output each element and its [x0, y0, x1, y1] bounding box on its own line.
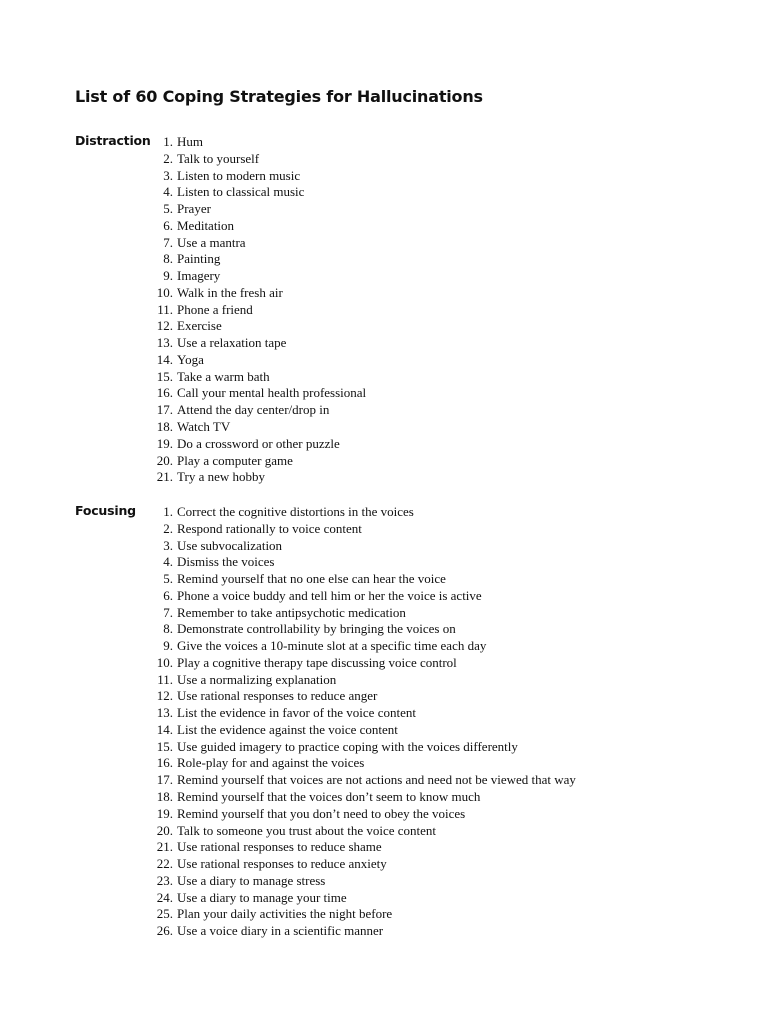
item-number: 8. [163, 621, 173, 637]
list-item [145, 151, 366, 168]
list-item [145, 856, 576, 873]
list-item [145, 739, 576, 756]
item-number: 21. [156, 839, 173, 855]
list-item [145, 419, 366, 436]
item-text: Watch TV [177, 419, 231, 435]
item-text: Hum [177, 134, 203, 149]
item-text: Imagery [177, 268, 221, 284]
item-number: 1. [163, 134, 173, 149]
item-text: Phone a friend [177, 301, 253, 317]
item-text: Plan your daily activities the night before [177, 906, 393, 922]
item-number: 5. [163, 571, 173, 587]
item-text: Correct the cognitive distortions in the voices [177, 504, 414, 519]
item-text: Exercise [177, 318, 222, 334]
list-item [145, 638, 576, 655]
item-text: Phone a voice buddy and tell him or her the voice is active [177, 587, 482, 603]
item-text: Listen to modern music [177, 167, 301, 183]
item-text: Respond rationally to voice content [177, 520, 362, 536]
list-item [145, 722, 576, 739]
item-number: 14. [156, 721, 173, 737]
list-item [145, 285, 366, 302]
item-number: 4. [163, 554, 173, 570]
list-item [145, 806, 576, 823]
list-item [145, 672, 576, 689]
item-number: 9. [163, 268, 173, 284]
item-text: List the evidence in favor of the voice content [177, 705, 416, 721]
item-text: Talk to yourself [177, 150, 260, 166]
item-number: 4. [163, 184, 173, 200]
item-number: 21. [156, 469, 173, 485]
item-text: Remind yourself that no one else can hear the voice [177, 571, 446, 587]
item-text: Call your mental health professional [177, 385, 367, 401]
item-number: 12. [156, 318, 173, 334]
item-text: Painting [177, 251, 221, 267]
item-number: 16. [156, 755, 173, 771]
list-item [145, 453, 366, 470]
item-text: Remind yourself that you don’t need to obey the voices [177, 805, 466, 821]
item-text: Use a diary to manage your time [177, 889, 347, 905]
item-text: Play a cognitive therapy tape discussing voice control [177, 654, 457, 670]
item-text: Remind yourself that voices are not actions and need not be viewed that way [177, 772, 576, 788]
list-item [145, 469, 366, 486]
item-number: 3. [163, 537, 173, 553]
item-number: 24. [156, 889, 173, 905]
list-item [145, 504, 576, 521]
list-item [145, 890, 576, 907]
list-item [145, 268, 366, 285]
list-item [145, 538, 576, 555]
item-number: 3. [163, 167, 173, 183]
item-number: 23. [156, 872, 173, 888]
page-title: List of 60 Coping Strategies for Hallucinations [75, 87, 483, 106]
list-item [145, 823, 576, 840]
item-text: Give the voices a 10-minute slot at a specific time each day [177, 638, 487, 654]
list-item [145, 789, 576, 806]
list-item [145, 184, 366, 201]
list-item [145, 923, 576, 940]
item-number: 7. [163, 604, 173, 620]
item-number: 7. [163, 234, 173, 250]
item-text: Prayer [177, 201, 211, 217]
item-text: Listen to classical music [177, 184, 305, 200]
list-item [145, 839, 576, 856]
list-item [145, 554, 576, 571]
item-text: Use rational responses to reduce anger [177, 688, 378, 704]
strategy-list [145, 504, 576, 940]
item-number: 13. [156, 335, 173, 351]
item-number: 12. [156, 688, 173, 704]
item-number: 17. [156, 772, 173, 788]
item-number: 18. [156, 419, 173, 435]
section-label: Distraction [75, 133, 151, 148]
list-item [145, 385, 366, 402]
list-item [145, 621, 576, 638]
item-text: Do a crossword or other puzzle [177, 435, 340, 451]
item-number: 8. [163, 251, 173, 267]
list-item [145, 772, 576, 789]
item-number: 5. [163, 201, 173, 217]
item-number: 1. [163, 504, 173, 519]
item-text: Take a warm bath [177, 368, 270, 384]
list-item [145, 436, 366, 453]
item-text: Use a diary to manage stress [177, 872, 326, 888]
item-text: Use a voice diary in a scientific manner [177, 923, 384, 939]
list-item [145, 655, 576, 672]
item-text: Talk to someone you trust about the voice content [177, 822, 437, 838]
list-item [145, 705, 576, 722]
item-text: Role-play for and against the voices [177, 755, 365, 771]
list-item [145, 402, 366, 419]
item-number: 19. [156, 805, 173, 821]
item-number: 13. [156, 705, 173, 721]
item-number: 20. [156, 452, 173, 468]
list-item [145, 201, 366, 218]
list-item [145, 302, 366, 319]
list-item [145, 251, 366, 268]
item-number: 11. [157, 671, 173, 687]
item-number: 26. [156, 923, 173, 939]
item-number: 10. [156, 654, 173, 670]
item-text: Play a computer game [177, 452, 293, 468]
item-number: 20. [156, 822, 173, 838]
item-number: 11. [157, 301, 173, 317]
list-item [145, 318, 366, 335]
list-item [145, 134, 366, 151]
item-number: 19. [156, 435, 173, 451]
item-text: Use rational responses to reduce anxiety [177, 856, 387, 872]
item-text: Attend the day center/drop in [177, 402, 330, 418]
list-item [145, 352, 366, 369]
list-item [145, 235, 366, 252]
list-item [145, 873, 576, 890]
list-item [145, 605, 576, 622]
item-number: 17. [156, 402, 173, 418]
item-text: Yoga [177, 351, 204, 367]
item-text: Use subvocalization [177, 537, 283, 553]
item-text: Demonstrate controllability by bringing the voices on [177, 621, 456, 637]
strategy-list [145, 134, 366, 486]
item-number: 10. [156, 284, 173, 300]
item-number: 9. [163, 638, 173, 654]
list-item [145, 755, 576, 772]
item-text: Remind yourself that the voices don’t seem to know much [177, 789, 481, 805]
item-text: Meditation [177, 217, 235, 233]
item-number: 25. [156, 906, 173, 922]
item-number: 2. [163, 520, 173, 536]
list-item [145, 588, 576, 605]
section-label: Focusing [75, 503, 136, 518]
item-text: Use a relaxation tape [177, 335, 287, 351]
list-item [145, 168, 366, 185]
list-item [145, 335, 366, 352]
list-item [145, 521, 576, 538]
item-text: Try a new hobby [177, 469, 265, 485]
item-text: Remember to take antipsychotic medication [177, 604, 406, 620]
item-text: Use a normalizing explanation [177, 671, 337, 687]
item-text: List the evidence against the voice content [177, 721, 398, 737]
list-item [145, 218, 366, 235]
item-text: Use rational responses to reduce shame [177, 839, 382, 855]
list-item [145, 906, 576, 923]
item-number: 15. [156, 738, 173, 754]
item-number: 15. [156, 368, 173, 384]
item-number: 14. [156, 351, 173, 367]
item-text: Use a mantra [177, 234, 246, 250]
item-number: 6. [163, 217, 173, 233]
item-number: 22. [156, 856, 173, 872]
item-number: 18. [156, 789, 173, 805]
item-text: Use guided imagery to practice coping with the voices differently [177, 738, 518, 754]
list-item [145, 571, 576, 588]
item-number: 2. [163, 150, 173, 166]
list-item [145, 369, 366, 386]
item-number: 16. [156, 385, 173, 401]
item-text: Dismiss the voices [177, 554, 275, 570]
item-text: Walk in the fresh air [177, 284, 283, 300]
list-item [145, 688, 576, 705]
item-number: 6. [163, 587, 173, 603]
